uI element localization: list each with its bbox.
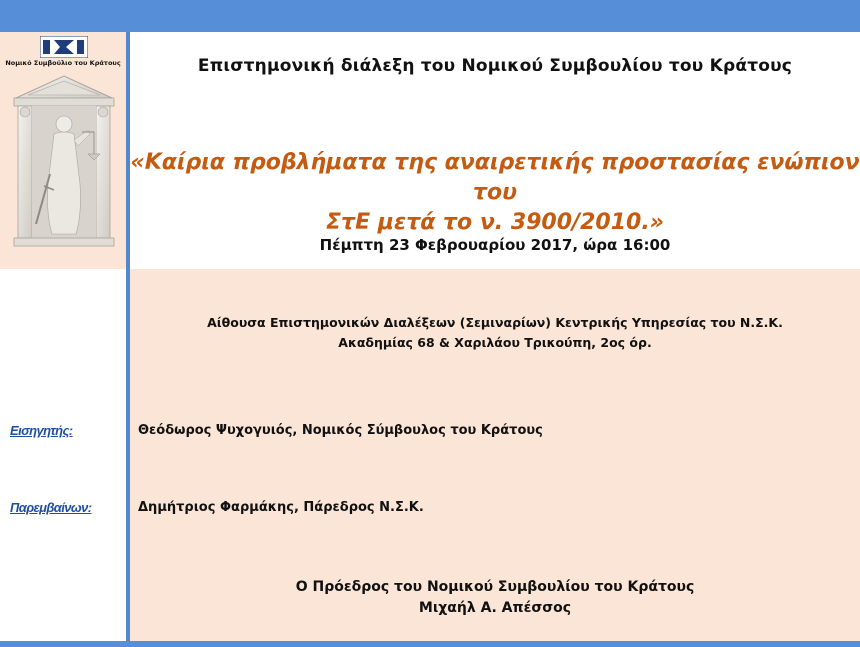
nsk-logo xyxy=(40,36,88,58)
venue-line-2: Ακαδημίας 68 & Χαριλάου Τρικούπη, 2ος όρ. xyxy=(338,335,652,350)
speaker-name: Θεόδωρος Ψυχογυιός, Νομικός Σύμβουλος του Κράτους xyxy=(138,423,543,438)
venue xyxy=(130,313,860,353)
signature xyxy=(130,577,860,619)
event-datetime: Πέμπτη 23 Φεβρουαρίου 2017, ώρα 16:00 xyxy=(319,236,671,254)
justice-relief-icon xyxy=(10,74,118,248)
lecture-title xyxy=(130,148,860,238)
venue-line-1: Αίθουσα Επιστημονικών Διαλέξεων (Σεμιναρίων) Κεντρικής Υπηρεσίας του Ν.Σ.Κ. xyxy=(207,315,783,330)
logo-caption: Νομικό Συμβούλιο του Κράτους xyxy=(5,59,121,67)
discussant-name: Δημήτριος Φαρμάκης, Πάρεδρος Ν.Σ.Κ. xyxy=(138,500,424,515)
lecture-title-line-1: «Καίρια προβλήματα της αναιρετικής προστασίας ενώπιον του xyxy=(130,150,860,205)
speaker-label: Εισηγητής: xyxy=(10,423,73,438)
lecture-title-line-2: ΣτΕ μετά το ν. 3900/2010.» xyxy=(326,210,664,235)
lecture-type-heading: Επιστημονική διάλεξη του Νομικού Συμβουλίου του Κράτους xyxy=(197,56,793,76)
discussant-label: Παρεμβαίνων: xyxy=(10,500,92,515)
signature-name: Μιχαήλ Α. Απέσσος xyxy=(418,600,572,616)
top-bar xyxy=(0,0,860,32)
bottom-bar xyxy=(0,641,860,647)
signature-role: Ο Πρόεδρος του Νομικού Συμβουλίου του Κράτους xyxy=(295,579,695,595)
